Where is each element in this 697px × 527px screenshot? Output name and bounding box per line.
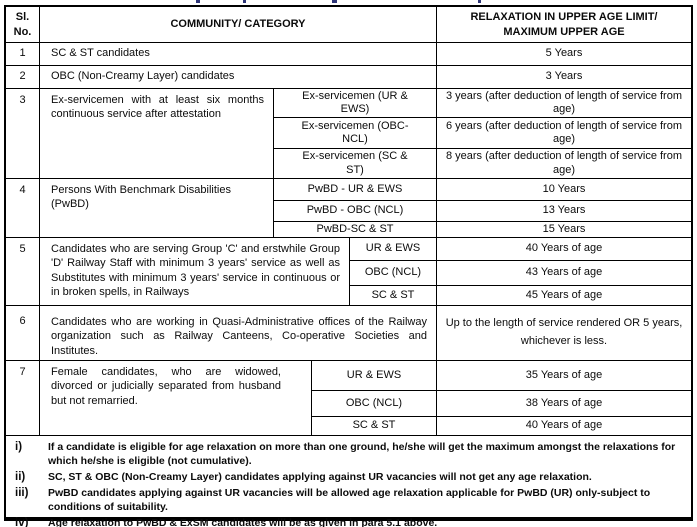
sub-label: OBC (NCL) <box>350 261 437 285</box>
row-value: Up to the length of service rendered OR 5 years, whichever is less. <box>445 317 683 347</box>
sub-value: 3 years (after deduction of length of service from age) <box>445 89 682 115</box>
sub-row <box>350 261 691 286</box>
note-text: If a candidate is eligible for age relaxation on more than one ground, he/she will get the maximum amongst the relaxations for which he/she is eligible (not cumulative). <box>48 441 676 468</box>
age-relaxation-table <box>4 5 693 527</box>
sub-value: 38 Years of age <box>525 396 603 409</box>
row-category: Persons With Benchmark Disabilities (PwBD) <box>40 179 274 237</box>
row-category: Candidates who are working in Quasi-Administrative offices of the Railway organization such as Railway Canteens, Co-operative Societies and Institutes. <box>40 306 437 360</box>
header-community-category: COMMUNITY/ CATEGORY <box>40 7 437 42</box>
note-item <box>10 486 687 515</box>
sub-row <box>312 391 691 417</box>
sub-value: 6 years (after deduction of length of service from age) <box>445 119 682 145</box>
table-row <box>6 306 691 361</box>
cropped-text-fragment <box>332 0 337 3</box>
row-sl: 4 <box>6 179 40 237</box>
sub-label: OBC (NCL) <box>312 391 437 416</box>
sub-row <box>312 361 691 391</box>
table-row-group <box>6 238 691 306</box>
sub-label: UR & EWS <box>312 361 437 390</box>
sub-row <box>274 201 691 222</box>
sub-rows <box>274 89 691 178</box>
note-item <box>10 440 687 469</box>
sub-row <box>274 222 691 237</box>
sub-label: SC & ST <box>350 286 437 305</box>
sub-row <box>274 149 691 178</box>
sub-value: 13 Years <box>542 204 586 217</box>
note-text: PwBD candidates applying against UR vacancies will be allowed age relaxation applicable for PwBD (UR) only-subject to conditions of suitability. <box>48 486 651 514</box>
sub-label: PwBD - UR & EWS <box>274 179 437 200</box>
sub-label: SC & ST <box>312 417 437 435</box>
sub-row <box>274 179 691 201</box>
sub-label: Ex-servicemen (SC & ST) <box>274 149 437 178</box>
sub-row <box>350 238 691 261</box>
header-sl-no: Sl. No. <box>6 7 40 42</box>
sub-rows <box>312 361 691 435</box>
note-number: ii) <box>15 470 26 483</box>
table-row-group <box>6 89 691 179</box>
notes-section <box>6 436 691 527</box>
sub-value: 45 Years of age <box>525 288 603 301</box>
cropped-text-fragment <box>196 0 200 3</box>
cropped-text-fragment <box>478 0 481 3</box>
row-category: Ex-servicemen with at least six months continuous service after attestation <box>40 89 274 178</box>
note-number: i) <box>15 441 23 453</box>
row-sl: 6 <box>6 306 40 360</box>
sub-row <box>274 89 691 118</box>
row-category: SC & ST candidates <box>40 43 437 65</box>
note-number: iv) <box>15 516 29 527</box>
sub-value: 10 Years <box>542 182 586 195</box>
sub-rows <box>350 238 691 305</box>
sub-value: 35 Years of age <box>525 368 603 381</box>
row-value: 5 Years <box>545 47 583 60</box>
sub-row <box>350 286 691 305</box>
note-number: iii) <box>15 486 29 499</box>
sub-row <box>312 417 691 435</box>
note-text: SC, ST & OBC (Non-Creamy Layer) candidates applying against UR vacancies will not get any age relaxation. <box>48 470 592 483</box>
row-category: OBC (Non-Creamy Layer) candidates <box>40 66 437 88</box>
table-row-group <box>6 361 691 436</box>
sub-label: UR & EWS <box>350 238 437 260</box>
row-category: Candidates who are serving Group 'C' and erstwhile Group 'D' Railway Staff with minimum 3 years' service as well as Substitutes with minimum 3 years' service in continuous or in broken spells, in Railways <box>40 238 350 305</box>
sub-rows <box>274 179 691 237</box>
row-sl: 5 <box>6 238 40 305</box>
table-row <box>6 66 691 89</box>
note-item <box>10 470 687 485</box>
sub-value: 40 Years of age <box>525 242 603 255</box>
sub-label: PwBD - OBC (NCL) <box>274 201 437 221</box>
sub-value: 40 Years of age <box>525 419 603 432</box>
row-category: Female candidates, who are widowed, divorced or judicially separated from husband but not remarried. <box>40 361 312 435</box>
row-sl: 3 <box>6 89 40 178</box>
note-text: Age relaxation to PwBD & ExSM candidates will be as given in para 5.1 above. <box>48 516 438 527</box>
header-relaxation: RELAXATION IN UPPER AGE LIMIT/ MAXIMUM UPPER AGE <box>470 10 658 38</box>
row-value: 3 Years <box>545 70 583 83</box>
sub-value: 43 Years of age <box>525 266 603 279</box>
sub-value: 8 years (after deduction of length of service from age) <box>445 150 682 176</box>
note-item <box>10 516 687 527</box>
sub-label: PwBD-SC & ST <box>274 222 437 237</box>
row-sl: 1 <box>6 43 40 65</box>
row-sl: 2 <box>6 66 40 88</box>
row-sl: 7 <box>6 361 40 435</box>
sub-label: Ex-servicemen (UR & EWS) <box>274 89 437 117</box>
sub-label: Ex-servicemen (OBC-NCL) <box>274 118 437 148</box>
sub-value: 15 Years <box>542 222 586 235</box>
cropped-text-fragment <box>243 0 246 3</box>
table-row <box>6 43 691 66</box>
table-row-group <box>6 179 691 238</box>
table-header-row <box>6 7 691 43</box>
sub-row <box>274 118 691 149</box>
